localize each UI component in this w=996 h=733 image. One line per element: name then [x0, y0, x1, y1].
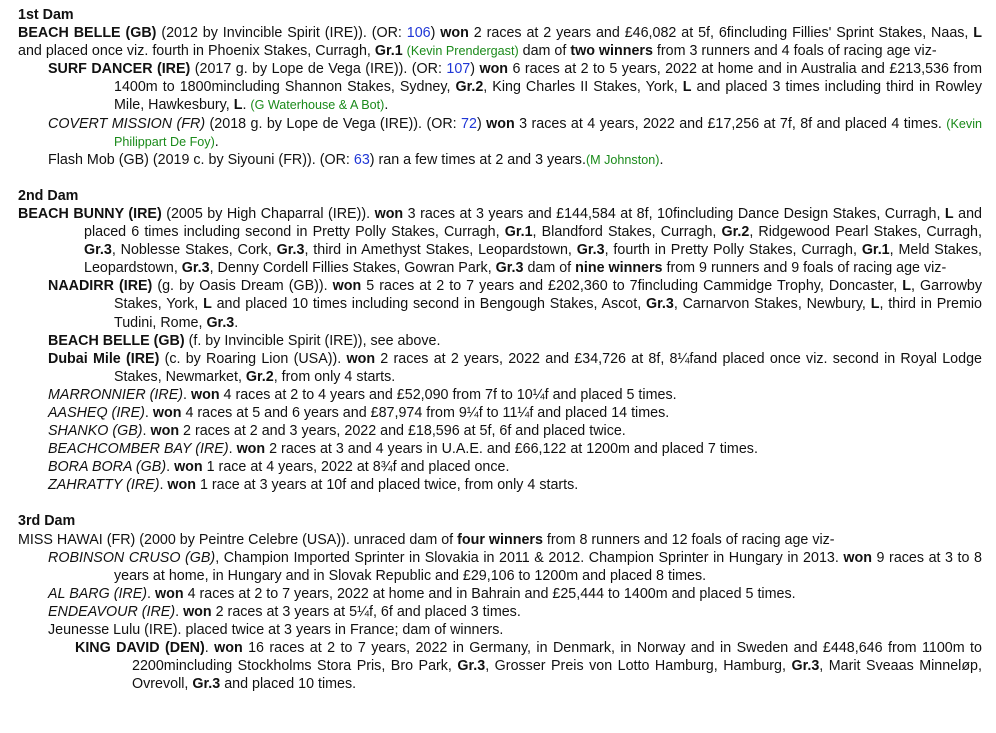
entry-text: Gr.3: [84, 242, 112, 259]
progeny-entry: [18, 440, 982, 458]
entry-text: (f. by Invincible Spirit (IRE)), see above.: [184, 332, 441, 349]
entry-text: 2 races at 3 years at 5¼f, 6f and placed 3 times.: [211, 603, 521, 620]
progeny-entry: [18, 332, 982, 350]
entry-text: from 3 runners and 4 foals of racing age viz-: [652, 43, 937, 60]
entry-text: 5 races at 2 to 7 years and £202,360 to 7fincluding Cammidge Trophy, Doncaster,: [361, 278, 903, 295]
entry-text: , Ridgewood Pearl Stakes, Curragh,: [749, 224, 982, 241]
entry-text: won: [486, 115, 515, 132]
horse-name: ZAHRATTY (IRE): [48, 477, 160, 494]
entry-text: , third in Premio Tudini, Rome,: [114, 296, 982, 331]
entry-text: , from only 4 starts.: [273, 368, 396, 385]
trainer-name: (G Waterhouse & A Bot): [250, 98, 385, 113]
entry-text: .: [234, 314, 239, 331]
entry-text: , Carnarvon Stakes, Newbury,: [673, 296, 871, 313]
entry-text: ) ran a few times at 2 and 3 years.: [369, 151, 586, 168]
horse-name: BORA BORA (GB): [48, 459, 167, 476]
entry-text: Gr.3: [181, 260, 210, 277]
entry-text: Gr.3: [457, 658, 486, 675]
entry-text: Gr.2: [455, 79, 484, 96]
entry-text: ): [470, 61, 480, 78]
progeny-entry: [18, 422, 982, 440]
entry-text: won: [479, 61, 509, 78]
horse-name: AL BARG (IRE): [48, 585, 148, 602]
entry-text: L: [902, 278, 912, 295]
entry-text: won: [190, 386, 220, 403]
entry-text: L: [973, 25, 983, 42]
entry-text: won: [332, 278, 362, 295]
horse-name: SHANKO (GB): [48, 423, 143, 440]
horse-name: BEACH BELLE (GB): [48, 332, 185, 349]
entry-text: ): [430, 25, 441, 42]
entry-text: Gr.3: [192, 676, 221, 693]
dam-entry: [18, 24, 982, 60]
entry-text: 4 races at 2 to 4 years and £52,090 from 7f to 10¼f and placed 5 times.: [219, 386, 677, 403]
entry-text: 2 races at 2 years, 2022 and £34,726 at 8f, 8¼fand placed once viz. second in Royal Lodge Stakes, Newmarket,: [114, 350, 982, 385]
entry-text: Gr.1: [861, 242, 890, 259]
section-heading: 2nd Dam: [18, 187, 79, 204]
entry-text: 16 races at 2 to 7 years, 2022 in Germany, in Denmark, in Norway and in Sweden and £448,646 from 1100m to 2200mincluding Stockholms Stora Pris, Bro Park,: [132, 640, 982, 675]
official-rating: 106: [406, 25, 431, 42]
entry-text: , King Charles II Stakes, York,: [483, 79, 683, 96]
official-rating: 63: [353, 151, 370, 168]
entry-text: .: [204, 640, 215, 657]
entry-text: won: [155, 585, 184, 602]
entry-text: 3 races at 4 years, 2022 and £17,256 at 7f, 8f and placed 4 times.: [514, 115, 947, 132]
entry-text: (g. by Oasis Dream (GB)).: [152, 278, 333, 295]
entry-text: , third in Amethyst Stakes, Leopardstown,: [304, 242, 577, 259]
entry-text: .: [183, 386, 191, 403]
dam-entry: [18, 205, 982, 277]
entry-text: ): [476, 115, 487, 132]
entry-text: L: [682, 79, 692, 96]
entry-text: four winners: [457, 531, 543, 548]
entry-text: 1 race at 4 years, 2022 at 8¾f and placed once.: [202, 459, 510, 476]
horse-name: BEACH BUNNY (IRE): [18, 205, 162, 222]
entry-text: , Garrowby Stakes, York,: [114, 278, 982, 313]
horse-name: ENDEAVOUR (IRE): [48, 603, 176, 620]
entry-text: L: [233, 97, 243, 114]
entry-text: , Champion Imported Sprinter in Slovakia in 2011 & 2012. Champion Sprinter in Hungary in 2013.: [215, 549, 844, 566]
entry-text: and placed 10 times.: [220, 676, 357, 693]
entry-text: won: [346, 350, 376, 367]
entry-text: won: [150, 423, 180, 440]
horse-name: BEACH BELLE (GB): [18, 25, 157, 42]
entry-text: .: [159, 477, 168, 494]
entry-text: , Grosser Preis von Lotto Hamburg, Hamburg,: [485, 658, 792, 675]
entry-text: (2012 by Invincible Spirit (IRE)). (OR:: [156, 25, 407, 42]
entry-text: .: [166, 459, 175, 476]
entry-text: Gr.1: [374, 43, 403, 60]
entry-text: .: [175, 603, 184, 620]
progeny-entry: [18, 458, 982, 476]
entry-text: , fourth in Pretty Polly Stakes, Curragh,: [604, 242, 862, 259]
entry-text: 1 race at 3 years at 10f and placed twice, from only 4 starts.: [196, 477, 579, 494]
entry-text: L: [870, 296, 880, 313]
entry-text: won: [174, 459, 203, 476]
section-spacer: [18, 169, 982, 187]
entry-text: two winners: [570, 43, 653, 60]
entry-text: 2 races at 2 and 3 years, 2022 and £18,596 at 5f, 6f and placed twice.: [179, 423, 626, 440]
entry-text: 3 races at 3 years and £144,584 at 8f, 10fincluding Dance Design Stakes, Curragh,: [403, 205, 945, 222]
horse-name: MARRONNIER (IRE): [48, 386, 184, 403]
progeny-entry: [18, 476, 982, 494]
entry-text: (c. by Roaring Lion (USA)).: [159, 350, 347, 367]
entry-text: from 9 runners and 9 foals of racing age viz-: [662, 260, 947, 277]
progeny-entry: [18, 151, 982, 169]
entry-text: .: [242, 97, 251, 114]
entry-text: .: [659, 151, 664, 168]
entry-text: won: [843, 549, 872, 566]
progeny-entry: [18, 585, 982, 603]
entry-text: nine winners: [575, 260, 663, 277]
entry-text: Gr.2: [721, 224, 750, 241]
entry-text: Gr.3: [791, 658, 820, 675]
entry-text: dam of: [518, 43, 571, 60]
entry-text: won: [152, 404, 182, 421]
progeny-entry: [18, 115, 982, 151]
entry-text: L: [944, 205, 954, 222]
entry-text: Gr.2: [245, 368, 274, 385]
entry-text: won: [440, 25, 469, 42]
entry-text: Gr.3: [645, 296, 674, 313]
entry-text: (2005 by High Chaparral (IRE)).: [161, 205, 375, 222]
entry-text: 2 races at 2 years and £46,082 at 5f, 6fincluding Fillies' Sprint Stakes, Naas,: [468, 25, 974, 42]
entry-text: 6 races at 2 to 5 years, 2022 at home and in Australia and £213,536 from 1400m to 1800mincluding Shannon Stakes, Sydney,: [114, 61, 982, 96]
official-rating: 107: [446, 61, 471, 78]
entry-text: Gr.3: [495, 260, 524, 277]
entry-text: and placed once viz. fourth in Phoenix Stakes, Curragh,: [18, 43, 375, 60]
entry-text: .: [214, 133, 219, 150]
entry-text: L: [203, 296, 212, 313]
entry-text: and placed 3 times including third in Rowley Mile, Hawkesbury,: [114, 79, 983, 114]
entry-text: Gr.1: [504, 224, 533, 241]
entry-text: (2018 g. by Lope de Vega (IRE)). (OR:: [205, 115, 462, 132]
horse-name: NAADIRR (IRE): [48, 278, 153, 295]
entry-text: Jeunesse Lulu (IRE). placed twice at 3 years in France; dam of winners.: [48, 622, 504, 638]
horse-name: SURF DANCER (IRE): [48, 61, 191, 78]
entry-text: and placed 10 times including second in Bengough Stakes, Ascot,: [211, 296, 646, 313]
entry-text: .: [384, 97, 389, 114]
entry-text: 4 races at 2 to 7 years, 2022 at home and in Bahrain and £25,444 to 1400m and placed 5 times.: [183, 585, 796, 602]
horse-name: BEACHCOMBER BAY (IRE): [48, 441, 229, 458]
entry-text: .: [142, 423, 151, 440]
entry-text: won: [167, 477, 197, 494]
entry-text: Gr.3: [576, 242, 605, 259]
progeny-entry: [18, 277, 982, 331]
section-heading: 3rd Dam: [18, 513, 76, 530]
entry-text: Flash Mob (GB) (2019 c. by Siyouni (FR)). (OR:: [48, 151, 354, 168]
dam-entry: [18, 531, 982, 549]
entry-text: , Blandford Stakes, Curragh,: [532, 224, 722, 241]
entry-text: (2017 g. by Lope de Vega (IRE)). (OR:: [190, 61, 447, 78]
entry-text: , Meld Stakes, Leopardstown,: [84, 242, 982, 277]
official-rating: 72: [461, 115, 477, 132]
progeny-entry: [18, 621, 982, 639]
entry-text: , Denny Cordell Fillies Stakes, Gowran Park,: [209, 260, 496, 277]
entry-text: Gr.3: [276, 242, 305, 259]
trainer-name: (Kevin Philippart De Foy): [114, 116, 982, 149]
progeny-entry: [18, 60, 982, 114]
entry-text: dam of: [523, 260, 576, 277]
entry-text: .: [147, 585, 155, 602]
entry-text: won: [374, 205, 404, 222]
entry-text: from 8 runners and 12 foals of racing age viz-: [542, 531, 835, 548]
horse-name: AASHEQ (IRE): [48, 404, 145, 421]
progeny-entry: [18, 639, 982, 693]
progeny-entry: [18, 549, 982, 585]
trainer-name: (Kevin Prendergast): [406, 44, 519, 59]
entry-text: and placed 6 times including second in Pretty Polly Stakes, Curragh,: [84, 205, 982, 241]
progeny-entry: [18, 386, 982, 404]
horse-name: COVERT MISSION (FR): [48, 115, 206, 132]
entry-text: 9 races at 3 to 8 years at home, in Hungary and in Slovak Republic and £29,106 to 1200m and placed 8 times.: [114, 549, 982, 584]
progeny-entry: [18, 350, 982, 386]
entry-text: Gr.3: [206, 314, 235, 331]
entry-text: 4 races at 5 and 6 years and £87,974 from 9¼f to 11¼f and placed 14 times.: [181, 404, 670, 421]
section-spacer: [18, 494, 982, 512]
section-heading: 1st Dam: [18, 7, 74, 23]
horse-name: ROBINSON CRUSO (GB): [48, 549, 216, 566]
horse-name: KING DAVID (DEN): [75, 640, 205, 657]
entry-text: won: [236, 441, 266, 458]
trainer-name: (M Johnston): [585, 152, 660, 167]
entry-text: , Noblesse Stakes, Cork,: [111, 242, 277, 259]
entry-text: , Marit Sveaas Minneløp, Ovrevoll,: [132, 658, 982, 693]
entry-text: MISS HAWAI (FR) (2000 by Peintre Celebre (USA)). unraced dam of: [18, 531, 458, 548]
entry-text: won: [214, 640, 243, 657]
progeny-entry: [18, 603, 982, 621]
entry-text: .: [228, 441, 237, 458]
entry-text: .: [144, 404, 153, 421]
entry-text: 2 races at 3 and 4 years in U.A.E. and £66,122 at 1200m and placed 7 times.: [265, 441, 758, 458]
horse-name: Dubai Mile (IRE): [48, 350, 160, 367]
entry-text: won: [183, 603, 212, 620]
progeny-entry: [18, 404, 982, 422]
